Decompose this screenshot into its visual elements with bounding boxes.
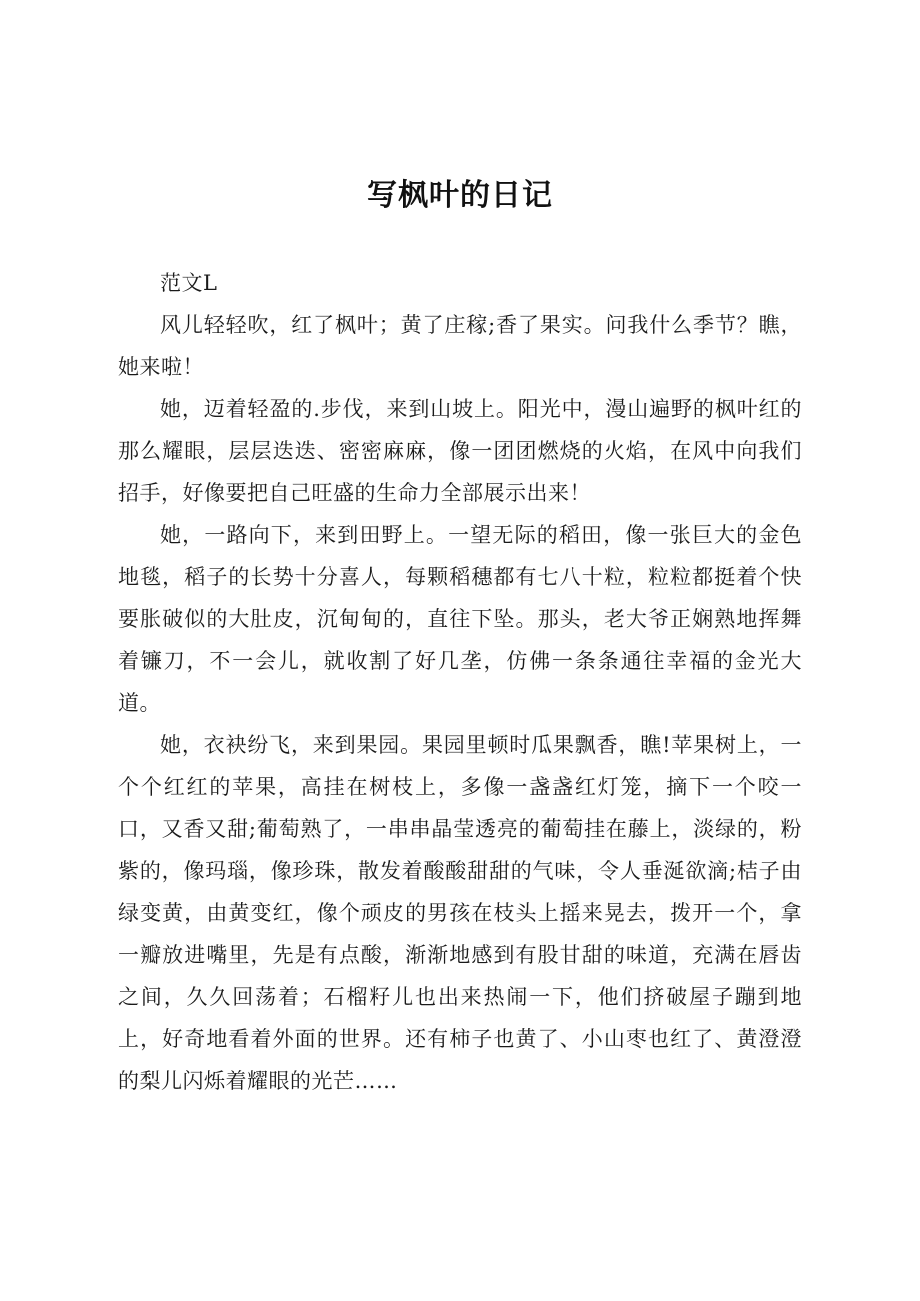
paragraph: 风儿轻轻吹，红了枫叶；黄了庄稼;香了果实。问我什么季节？瞧，她来啦！ (118, 313, 802, 379)
paragraph-label: 范文L (160, 271, 218, 295)
paragraph: 她，迈着轻盈的.步伐，来到山坡上。阳光中，漫山遍野的枫叶红的那么耀眼，层层迭迭、密密麻麻，像一团团燃烧的火焰，在风中向我们招手，好像要把自己旺盛的生命力全部展示出来！ (118, 397, 802, 505)
paragraph: 她，一路向下，来到田野上。一望无际的稻田，像一张巨大的金色地毯，稻子的长势十分喜人，每颗稻穗都有七八十粒，粒粒都挺着个快要胀破似的大肚皮，沉甸甸的，直往下坠。那头，老大爷正娴熟地挥舞着镰刀，不一会儿，就收割了好几垄，仿佛一条条通往幸福的金光大道。 (118, 523, 802, 715)
paragraph: 她，衣袂纷飞，来到果园。果园里顿时瓜果飘香，瞧!苹果树上，一个个红红的苹果，高挂在树枝上，多像一盏盏红灯笼，摘下一个咬一口，又香又甜;葡萄熟了，一串串晶莹透亮的葡萄挂在藤上，淡绿的，粉紫的，像玛瑙，像珍珠，散发着酸酸甜甜的气味，令人垂涎欲滴;桔子由绿变黄，由黄变红，像个顽皮的男孩在枝头上摇来晃去，拨开一个，拿一瓣放进嘴里，先是有点酸，渐渐地感到有股甘甜的味道，充满在唇齿之间，久久回荡着；石榴籽儿也出来热闹一下，他们挤破屋子蹦到地上，好奇地看着外面的世界。还有柿子也黄了、小山枣也红了、黄澄澄的梨儿闪烁着耀眼的光芒…… (118, 733, 802, 1093)
document-body (118, 262, 802, 1102)
document-title: 写枫叶的日记 (367, 178, 553, 213)
